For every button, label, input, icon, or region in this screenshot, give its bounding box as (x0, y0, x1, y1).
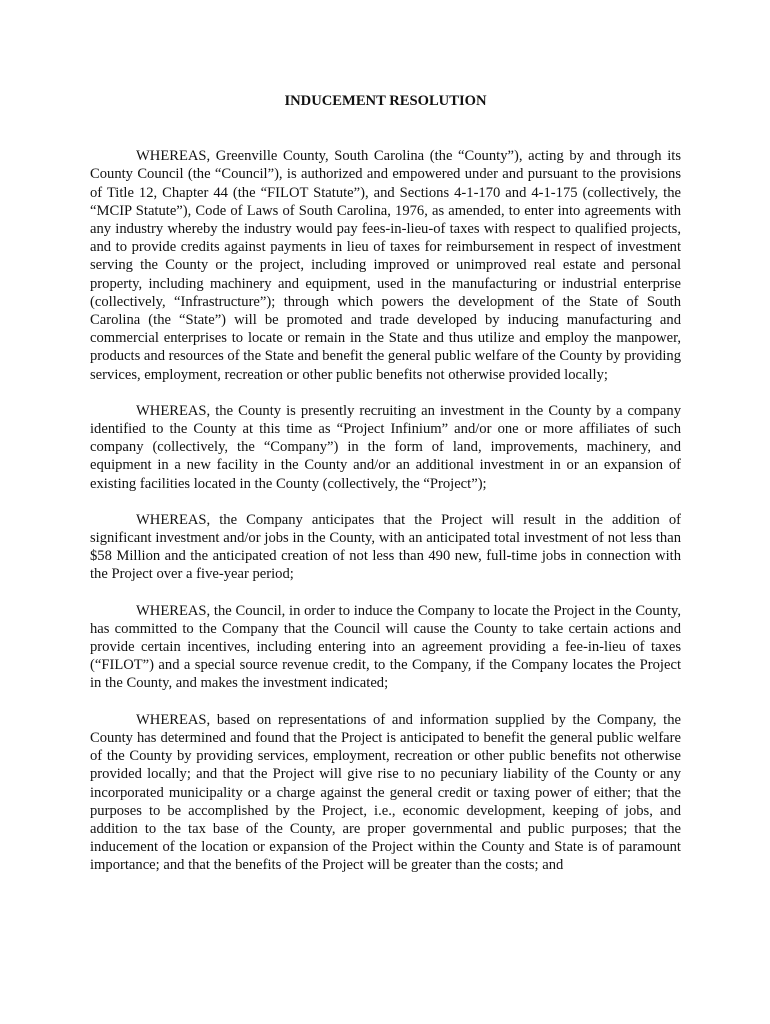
document-body (90, 92, 681, 893)
paragraph-5: WHEREAS, based on representations of and information supplied by the Company, the County has determined and found that the Project is anticipated to benefit the general public welfare of the County by providing services, employment, recreation or other public benefits not otherwise provided locally; and that the Project will give rise to no pecuniary liability of the County or any incorporated municipality or a charge against the general credit or taxing power of either; that the purposes to be accomplished by the Project, i.e., economic development, keeping of jobs, and addition to the tax base of the County, are proper governmental and public purposes; that the inducement of the location or expansion of the Project within the County and State is of paramount importance; and that the benefits of the Project will be greater than the costs; and (90, 711, 681, 874)
paragraph-2: WHEREAS, the County is presently recruiting an investment in the County by a company identified to the County at this time as “Project Infinium” and/or one or more affiliates of such company (collectively, the “Company”) in the form of land, improvements, machinery, and equipment in a new facility in the County and/or an additional investment in or an expansion of existing facilities located in the County (collectively, the “Project”); (90, 402, 681, 492)
document-title: INDUCEMENT RESOLUTION (284, 93, 487, 109)
paragraph-1: WHEREAS, Greenville County, South Carolina (the “County”), acting by and through its County Council (the “Council”), is authorized and empowered under and pursuant to the provisions of Title 12, Chapter 44 (the “FILOT Statute”), and Sections 4-1-170 and 4-1-175 (collectively, the “MCIP Statute”), Code of Laws of South Carolina, 1976, as amended, to enter into agreements with any industry whereby the industry would pay fees-in-lieu-of taxes with respect to qualified projects, and to provide credits against payments in lieu of taxes for reimbursement in respect of investment serving the County or the project, including improved or unimproved real estate and personal property, including machinery and equipment, used in the manufacturing or industrial enterprise (collectively, “Infrastructure”); through which powers the development of the State of South Carolina (the “State”) will be promoted and trade developed by inducing manufacturing and commercial enterprises to locate or remain in the State and thus utilize and employ the manpower, products and resources of the State and benefit the general public welfare of the County by providing services, employment, recreation or other public benefits not otherwise provided locally; (90, 148, 681, 383)
paragraph-3: WHEREAS, the Company anticipates that the Project will result in the addition of significant investment and/or jobs in the County, with an anticipated total investment of not less than $58 Million and the anticipated creation of not less than 490 new, full-time jobs in connection with the Project over a five-year period; (90, 511, 681, 583)
paragraph-4: WHEREAS, the Council, in order to induce the Company to locate the Project in the County, has committed to the Company that the Council will cause the County to take certain actions and provide certain incentives, including entering into an agreement providing a fee-in-lieu of taxes (“FILOT”) and a special source revenue credit, to the Company, if the Company locates the Project in the County, and makes the investment indicated; (90, 602, 681, 692)
